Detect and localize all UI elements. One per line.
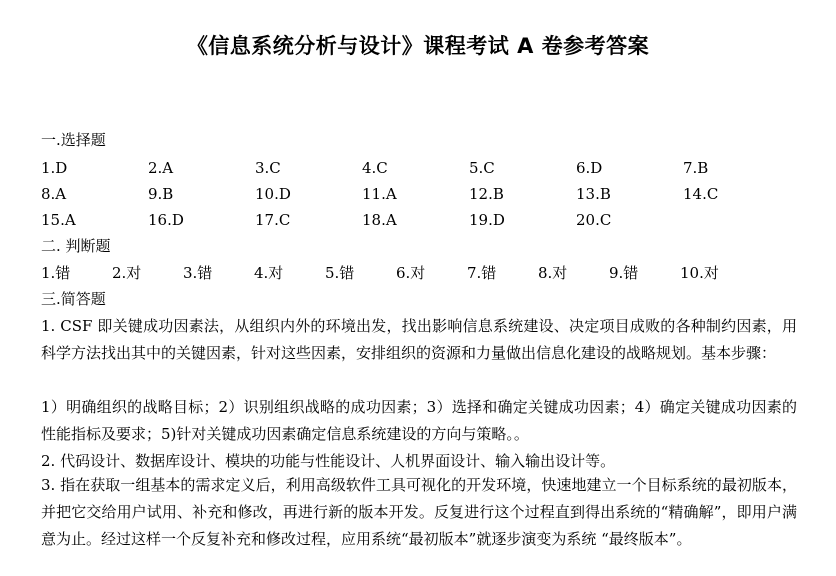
- choice-answer: 19.D: [469, 211, 505, 229]
- true-false-answer: 10.对: [680, 264, 719, 282]
- true-false-answer: 1.错: [41, 264, 71, 282]
- choice-answer: 9.B: [148, 185, 174, 203]
- true-false-answer: 5.错: [325, 264, 355, 282]
- true-false-answer: 3.错: [183, 264, 213, 282]
- answer-paragraph-q1-steps: 1）明确组织的战略目标；2）识别组织战略的成功因素；3）选择和确定关键成功因素；4）确定关键成功因素的性能指标及要求；5)针对关键成功因素确定信息系统建设的方向与策略。。: [41, 398, 797, 443]
- choice-answer: 13.B: [576, 185, 611, 203]
- choice-answer: 12.B: [469, 185, 504, 203]
- choice-answer: 6.D: [576, 159, 603, 177]
- choice-answer: 3.C: [255, 159, 281, 177]
- choice-answer-row: [41, 184, 801, 204]
- choice-answer: 11.A: [362, 185, 397, 203]
- true-false-answer: 2.对: [112, 264, 142, 282]
- choice-answer-row: [41, 210, 801, 230]
- choice-answer: 20.C: [576, 211, 612, 229]
- choice-answer: 7.B: [683, 159, 709, 177]
- choice-answer: 15.A: [41, 211, 76, 229]
- choice-answer-row: [41, 158, 801, 178]
- choice-answer: 18.A: [362, 211, 397, 229]
- true-false-section-heading: 二. 判断题: [41, 237, 111, 255]
- choice-answer: 1.D: [41, 159, 68, 177]
- choice-answer: 10.D: [255, 185, 291, 203]
- choice-answer: 8.A: [41, 185, 67, 203]
- choice-answer: 5.C: [469, 159, 495, 177]
- choice-answer: 16.D: [148, 211, 184, 229]
- true-false-answer: 4.对: [254, 264, 284, 282]
- true-false-answer: 6.对: [396, 264, 426, 282]
- choice-answer: 2.A: [148, 159, 174, 177]
- choice-answer: 17.C: [255, 211, 291, 229]
- true-false-answer: 8.对: [538, 264, 568, 282]
- true-false-answer: 9.错: [609, 264, 639, 282]
- page-title: 《信息系统分析与设计》课程考试 A 卷参考答案: [186, 34, 650, 58]
- choice-section-heading: 一.选择题: [41, 131, 106, 149]
- true-false-answer-row: [41, 263, 801, 283]
- answer-paragraph-q1-definition: 1. CSF 即关键成功因素法，从组织内外的环境出发，找出影响信息系统建设、决定项目成败的各种制约因素，用科学方法找出其中的关键因素，针对这些因素，安排组织的资源和力量做出信息化建设的战略规划。基本步骤：: [41, 317, 797, 362]
- short-answer-section-heading: 三.简答题: [41, 290, 106, 308]
- true-false-answer: 7.错: [467, 264, 497, 282]
- choice-answer: 14.C: [683, 185, 719, 203]
- answer-paragraph-q3: 3. 指在获取一组基本的需求定义后，利用高级软件工具可视化的开发环境，快速地建立一个目标系统的最初版本，并把它交给用户试用、补充和修改，再进行新的版本开发。反复进行这个过程直到得出系统的“精确解”，即用户满意为止。经过这样一个反复补充和修改过程，应用系统“最初版本”就逐步演变为系统 “最终版本”。: [41, 476, 797, 548]
- answer-paragraph-q2: 2. 代码设计、数据库设计、模块的功能与性能设计、人机界面设计、输入输出设计等。: [41, 452, 616, 470]
- choice-answer: 4.C: [362, 159, 388, 177]
